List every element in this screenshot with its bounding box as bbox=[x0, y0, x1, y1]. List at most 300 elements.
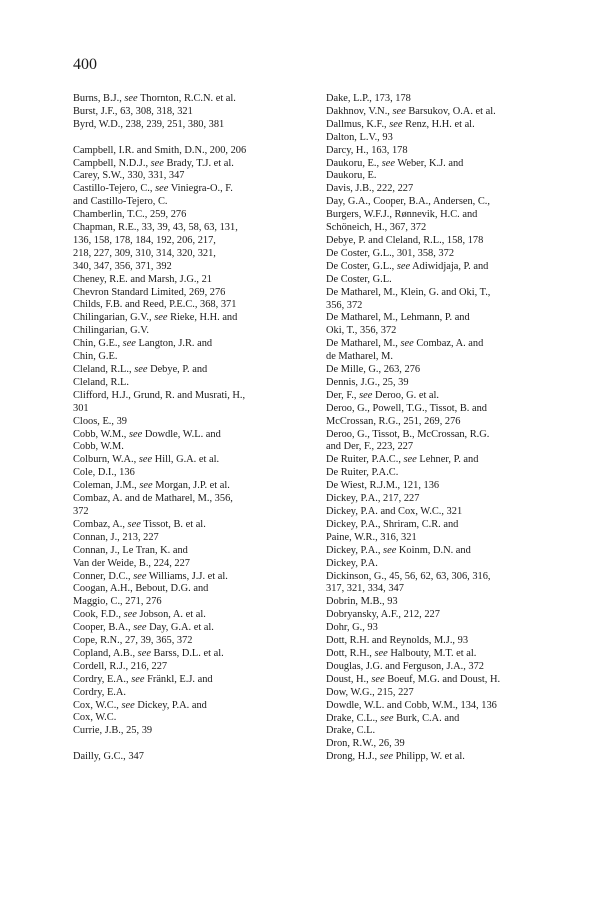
index-entry bbox=[326, 196, 576, 235]
index-entry-line bbox=[73, 557, 323, 571]
index-entry-line bbox=[326, 686, 576, 700]
entry-text: Philipp, W. et al. bbox=[392, 751, 465, 763]
entry-text: 218, 227, 309, 310, 314, 320, 321, bbox=[73, 247, 216, 259]
entry-text: Chamberlin, T.C., 259, 276 bbox=[73, 209, 187, 221]
entry-text: Dickey, P.A., Shriram, C.R. and bbox=[326, 518, 459, 530]
index-entry-line bbox=[326, 222, 576, 235]
index-entry-line bbox=[326, 183, 576, 196]
index-entry-line bbox=[326, 467, 576, 480]
entry-text: Koinm, D.N. and bbox=[396, 544, 471, 556]
index-entry-line bbox=[326, 673, 576, 687]
entry-text: Chilingarian, G.V., bbox=[73, 312, 155, 324]
see-reference: see bbox=[383, 544, 397, 556]
entry-text: Day, G.A., Cooper, B.A., Andersen, C., bbox=[326, 196, 490, 208]
index-entry-line bbox=[326, 647, 576, 661]
index-entry-line bbox=[73, 544, 323, 558]
entry-text: Dakhnov, V.N., bbox=[326, 105, 393, 117]
index-entry bbox=[326, 390, 576, 403]
entry-text: Dennis, J.G., 25, 39 bbox=[326, 376, 409, 388]
index-entry bbox=[73, 661, 323, 674]
entry-text: Dickinson, G., 45, 56, 62, 63, 306, 316, bbox=[326, 570, 491, 582]
entry-text: Lehner, P. and bbox=[416, 454, 479, 466]
entry-text: Connan, J., Le Tran, K. and bbox=[73, 544, 188, 556]
index-entry bbox=[326, 493, 576, 506]
index-entry-line bbox=[73, 609, 323, 622]
index-entry-line bbox=[326, 105, 576, 119]
index-entry bbox=[73, 312, 323, 338]
index-entry-line bbox=[326, 247, 576, 261]
entry-text: Drong, H.J., bbox=[326, 751, 380, 763]
entry-text: Burns, B.J., bbox=[73, 93, 125, 104]
index-entry bbox=[326, 661, 576, 674]
entry-text: De Ruiter, P.A.C. bbox=[326, 467, 399, 479]
index-entry-line bbox=[73, 183, 323, 196]
index-entry-line bbox=[73, 389, 323, 403]
entry-text: Combaz, A. and bbox=[413, 338, 484, 350]
index-entry bbox=[73, 674, 323, 700]
index-entry-line bbox=[326, 738, 576, 751]
index-entry-line bbox=[326, 518, 576, 532]
index-entry-line bbox=[326, 544, 576, 558]
entry-text: De Matharel, M., bbox=[326, 338, 401, 350]
entry-text: Cordry, E.A. bbox=[73, 686, 127, 698]
index-entry-line bbox=[326, 389, 576, 403]
index-entry bbox=[326, 454, 576, 480]
index-entry bbox=[73, 583, 323, 609]
index-entry bbox=[326, 622, 576, 635]
index-entry bbox=[73, 274, 323, 287]
entry-text: Halbouty, M.T. et al. bbox=[387, 647, 477, 659]
entry-text: Langton, J.R. and bbox=[135, 338, 213, 350]
index-entry bbox=[73, 338, 323, 364]
index-entry bbox=[326, 687, 576, 700]
index-entry-line bbox=[73, 273, 323, 287]
index-entry bbox=[326, 312, 576, 338]
index-entry-line bbox=[73, 376, 323, 390]
entry-text: Combaz, A. and de Matharel, M., 356, bbox=[73, 493, 233, 505]
index-entry bbox=[326, 145, 576, 158]
index-entry bbox=[326, 519, 576, 545]
entry-text: Daukoru, E. bbox=[326, 170, 377, 182]
see-reference: see bbox=[129, 428, 143, 440]
index-entry-line bbox=[326, 273, 576, 287]
entry-text: De Coster, G.L., 301, 358, 372 bbox=[326, 247, 455, 259]
index-entry-line bbox=[326, 609, 576, 622]
see-reference: see bbox=[124, 93, 138, 104]
index-entry-line bbox=[326, 157, 576, 171]
index-entry-line bbox=[73, 351, 323, 364]
entry-text: Dobrin, M.B., 93 bbox=[326, 596, 398, 608]
entry-text: Burst, J.F., 63, 308, 318, 321 bbox=[73, 105, 193, 117]
entry-text: Daukoru, E., bbox=[326, 157, 382, 169]
index-entry bbox=[326, 700, 576, 713]
see-reference: see bbox=[127, 518, 141, 530]
entry-text: Cloos, E., 39 bbox=[73, 415, 127, 427]
entry-text: 136, 158, 178, 184, 192, 206, 217, bbox=[73, 234, 216, 246]
entry-text: Copland, A.B., bbox=[73, 647, 138, 659]
index-entry-line bbox=[326, 209, 576, 222]
index-entry bbox=[73, 416, 323, 429]
index-entry-line bbox=[326, 712, 576, 726]
entry-text: 372 bbox=[73, 505, 89, 517]
see-reference: see bbox=[154, 312, 168, 324]
index-entry-line bbox=[73, 364, 323, 377]
index-entry bbox=[73, 93, 323, 106]
index-entry-line bbox=[326, 118, 576, 132]
index-entry-line bbox=[73, 428, 323, 442]
index-entry-line bbox=[326, 660, 576, 674]
entry-text: Dron, R.W., 26, 39 bbox=[326, 738, 405, 750]
entry-text: Cobb, W.M. bbox=[73, 441, 124, 453]
entry-text: McCrossan, R.G., 251, 269, 276 bbox=[326, 415, 461, 427]
index-entry bbox=[326, 93, 576, 106]
entry-text: Renz, H.H. et al. bbox=[402, 118, 475, 130]
entry-text: Viniegra-O., F. bbox=[168, 183, 233, 195]
entry-text: Cordry, E.A., bbox=[73, 673, 132, 685]
index-entry-line bbox=[73, 338, 323, 351]
index-entry-line bbox=[73, 647, 323, 661]
index-entry-line bbox=[73, 660, 323, 674]
entry-text: Chevron Standard Limited, 269, 276 bbox=[73, 286, 226, 298]
index-entry bbox=[326, 506, 576, 519]
index-entry-line bbox=[73, 299, 323, 312]
index-entry-line bbox=[326, 376, 576, 390]
index-entry bbox=[326, 364, 576, 377]
index-entry-line bbox=[73, 480, 323, 493]
entry-text: Dickey, P.A. and bbox=[134, 699, 207, 711]
index-entry-line bbox=[326, 480, 576, 493]
index-entry bbox=[326, 571, 576, 597]
see-reference: see bbox=[133, 570, 147, 582]
index-entry bbox=[73, 145, 323, 158]
entry-text: Burgers, W.F.J., Rønnevik, H.C. and bbox=[326, 209, 478, 221]
entry-text: Cooper, B.A., bbox=[73, 622, 134, 634]
index-entry bbox=[326, 738, 576, 751]
entry-text: 356, 372 bbox=[326, 299, 363, 311]
entry-text: 317, 321, 334, 347 bbox=[326, 583, 404, 595]
entry-text: de Matharel, M. bbox=[326, 351, 393, 363]
entry-text: Dott, R.H. and Reynolds, M.J., 93 bbox=[326, 635, 469, 647]
entry-text: and Castillo-Tejero, C. bbox=[73, 196, 168, 208]
index-entry-line bbox=[73, 751, 323, 764]
index-entry bbox=[326, 635, 576, 648]
index-entry-line bbox=[73, 505, 323, 519]
index-entry-line bbox=[73, 222, 323, 235]
index-entry bbox=[326, 132, 576, 145]
see-reference: see bbox=[123, 609, 137, 621]
entry-text: Debye, P. and bbox=[147, 364, 208, 376]
entry-text: Rieke, H.H. and bbox=[167, 312, 238, 324]
index-entry bbox=[73, 183, 323, 209]
index-entry-line bbox=[73, 635, 323, 648]
index-entry-line bbox=[73, 699, 323, 713]
entry-text: Cleland, R.L. bbox=[73, 376, 129, 388]
entry-text: Doust, H., bbox=[326, 673, 372, 685]
index-entry bbox=[73, 648, 323, 661]
index-entry-line bbox=[326, 596, 576, 609]
index-entry bbox=[326, 183, 576, 196]
index-entry-line bbox=[73, 93, 323, 106]
entry-text: Day, G.A. et al. bbox=[146, 622, 214, 634]
see-reference: see bbox=[379, 751, 393, 763]
index-entry-line bbox=[326, 260, 576, 274]
see-reference: see bbox=[374, 647, 388, 659]
entry-text: Dobryansky, A.F., 212, 227 bbox=[326, 609, 440, 621]
entry-text: Adiwidjaja, P. and bbox=[410, 260, 489, 272]
index-entry bbox=[73, 299, 323, 312]
index-entry-line bbox=[73, 583, 323, 596]
see-reference: see bbox=[121, 699, 135, 711]
index-entry-line bbox=[326, 622, 576, 635]
index-entry bbox=[326, 609, 576, 622]
entry-text: Douglas, J.G. and Ferguson, J.A., 372 bbox=[326, 660, 484, 672]
index-entry-line bbox=[326, 557, 576, 571]
index-entry-line bbox=[326, 351, 576, 364]
entry-text: Dohr, G., 93 bbox=[326, 622, 378, 634]
entry-text: Davis, J.B., 222, 227 bbox=[326, 183, 414, 195]
entry-text: Oki, T., 356, 372 bbox=[326, 325, 397, 337]
index-entry-line bbox=[326, 364, 576, 377]
entry-text: Weber, K.J. and bbox=[394, 157, 464, 169]
index-entry bbox=[73, 287, 323, 300]
entry-text: Brady, T.J. et al. bbox=[163, 157, 234, 169]
index-entry bbox=[326, 674, 576, 687]
entry-text: Dailly, G.C., 347 bbox=[73, 751, 144, 763]
index-entry bbox=[73, 609, 323, 622]
see-reference: see bbox=[392, 105, 406, 117]
index-entry bbox=[73, 390, 323, 416]
entry-text: Dott, R.H., bbox=[326, 647, 375, 659]
entry-text: Barsukov, O.A. et al. bbox=[405, 105, 496, 117]
entry-text: Campbell, I.R. and Smith, D.N., 200, 206 bbox=[73, 144, 247, 156]
entry-text: Cordell, R.J., 216, 227 bbox=[73, 660, 168, 672]
entry-text: Cobb, W.M., bbox=[73, 428, 130, 440]
index-entry bbox=[73, 571, 323, 584]
index-entry-line bbox=[326, 312, 576, 325]
index-entry bbox=[73, 622, 323, 635]
entry-text: Drake, C.L., bbox=[326, 712, 381, 724]
entry-text: Coogan, A.H., Bebout, D.G. and bbox=[73, 583, 209, 595]
index-entry bbox=[73, 158, 323, 171]
index-entry-line bbox=[326, 325, 576, 338]
entry-text: Deroo, G. et al. bbox=[372, 389, 440, 401]
see-reference: see bbox=[400, 338, 414, 350]
see-reference: see bbox=[133, 622, 147, 634]
entry-text: Coleman, J.M., bbox=[73, 480, 140, 492]
index-entry-line bbox=[73, 402, 323, 416]
entry-text: Van der Weide, B., 224, 227 bbox=[73, 557, 190, 569]
entry-text: Cheney, R.E. and Marsh, J.G., 21 bbox=[73, 273, 213, 285]
entry-text: 340, 347, 356, 371, 392 bbox=[73, 260, 172, 272]
entry-text: Dowdle, W.L. and bbox=[142, 428, 221, 440]
index-entry bbox=[73, 454, 323, 467]
index-entry-line bbox=[326, 506, 576, 519]
index-entry-line bbox=[73, 234, 323, 248]
entry-text: Jobson, A. et al. bbox=[136, 609, 206, 621]
index-entry-line bbox=[326, 699, 576, 713]
index-entry-line bbox=[326, 131, 576, 145]
index-entry bbox=[326, 403, 576, 429]
index-entry-line bbox=[73, 209, 323, 222]
entry-text: Byrd, W.D., 238, 239, 251, 380, 381 bbox=[73, 118, 225, 130]
index-entry bbox=[326, 261, 576, 287]
entry-text: Dowdle, W.L. and Cobb, W.M., 134, 136 bbox=[326, 699, 497, 711]
index-entry-line bbox=[326, 454, 576, 467]
entry-text: Williams, J.J. et al. bbox=[146, 570, 228, 582]
entry-text: Dickey, P.A., bbox=[326, 544, 384, 556]
entry-text: Currie, J.B., 25, 39 bbox=[73, 725, 153, 737]
see-reference: see bbox=[139, 480, 153, 492]
index-entry bbox=[326, 338, 576, 364]
entry-text: De Coster, G.L. bbox=[326, 273, 392, 285]
index-entry bbox=[326, 596, 576, 609]
entry-text: Cox, W.C. bbox=[73, 712, 117, 724]
index-entry bbox=[326, 751, 576, 764]
see-reference: see bbox=[134, 364, 148, 376]
index-entry-line bbox=[73, 260, 323, 274]
entry-text: Barss, D.L. et al. bbox=[150, 647, 224, 659]
see-reference: see bbox=[131, 673, 145, 685]
index-entry-line bbox=[73, 518, 323, 532]
index-entry-line bbox=[326, 570, 576, 584]
index-entry-line bbox=[73, 622, 323, 635]
entry-text: Cole, D.I., 136 bbox=[73, 467, 135, 479]
entry-text: Dake, L.P., 173, 178 bbox=[326, 93, 411, 104]
entry-text: Maggio, C., 271, 276 bbox=[73, 596, 162, 608]
see-reference: see bbox=[389, 118, 403, 130]
entry-text: Darcy, H., 163, 178 bbox=[326, 144, 408, 156]
index-entry-line bbox=[73, 596, 323, 609]
index-entry bbox=[326, 648, 576, 661]
index-entry bbox=[73, 429, 323, 455]
entry-text: Thornton, R.C.N. et al. bbox=[137, 93, 236, 104]
index-entry-line bbox=[73, 531, 323, 545]
entry-text: Deroo, G., Tissot, B., McCrossan, R.G. bbox=[326, 428, 490, 440]
entry-text: Der, F., bbox=[326, 389, 360, 401]
index-entry-line bbox=[73, 712, 323, 725]
see-reference: see bbox=[371, 673, 385, 685]
index-entry-line bbox=[73, 415, 323, 429]
entry-text: Boeuf, M.G. and Doust, H. bbox=[384, 673, 501, 685]
see-reference: see bbox=[380, 712, 394, 724]
entry-text: De Wiest, R.J.M., 121, 136 bbox=[326, 480, 440, 492]
index-entry bbox=[73, 751, 323, 764]
index-entry-line bbox=[326, 286, 576, 300]
index-entry bbox=[73, 209, 323, 222]
entry-text: Dickey, P.A. and Cox, W.C., 321 bbox=[326, 506, 463, 517]
index-entry-line bbox=[326, 751, 576, 764]
entry-text: Dow, W.G., 215, 227 bbox=[326, 686, 414, 698]
see-reference: see bbox=[359, 389, 373, 401]
index-entry bbox=[73, 119, 323, 132]
see-reference: see bbox=[138, 454, 153, 466]
index-entry bbox=[73, 170, 323, 183]
index-entry-line bbox=[73, 144, 323, 158]
index-entry-line bbox=[73, 105, 323, 119]
see-reference: see bbox=[122, 338, 136, 350]
index-entry-line bbox=[326, 234, 576, 248]
entry-text: Campbell, N.D.J., bbox=[73, 157, 151, 169]
index-entry bbox=[73, 545, 323, 571]
entry-text: De Ruiter, P.A.C., bbox=[326, 454, 404, 466]
entry-text: Carey, S.W., 330, 331, 347 bbox=[73, 170, 185, 182]
index-entry bbox=[73, 467, 323, 480]
see-reference: see bbox=[137, 647, 151, 659]
index-entry-line bbox=[326, 196, 576, 209]
entry-text: Fränkl, E.J. and bbox=[144, 673, 213, 685]
entry-text: Paine, W.R., 316, 321 bbox=[326, 531, 417, 543]
index-entry bbox=[326, 429, 576, 455]
index-entry bbox=[326, 545, 576, 571]
entry-text: Hill, G.A. et al. bbox=[152, 454, 220, 466]
page-number: 400 bbox=[73, 56, 97, 73]
index-entry-line bbox=[73, 686, 323, 700]
entry-text: Dickey, P.A., 217, 227 bbox=[326, 493, 420, 505]
index-entry-line bbox=[73, 441, 323, 454]
index-entry bbox=[73, 532, 323, 545]
entry-text: Childs, F.B. and Reed, P.E.C., 368, 371 bbox=[73, 299, 237, 311]
index-entry-line bbox=[73, 325, 323, 338]
index-entry-line bbox=[326, 583, 576, 596]
entry-text: Dallmus, K.F., bbox=[326, 118, 390, 130]
index-entry-line bbox=[73, 312, 323, 325]
entry-text: Chilingarian, G.V. bbox=[73, 325, 150, 337]
entry-text: Schöneich, H., 367, 372 bbox=[326, 222, 427, 234]
see-reference: see bbox=[150, 157, 164, 169]
index-entry-line bbox=[326, 93, 576, 106]
entry-text: Colburn, W.A., bbox=[73, 454, 139, 466]
index-entry-line bbox=[73, 170, 323, 183]
entry-text: Castillo-Tejero, C., bbox=[73, 183, 156, 195]
see-reference: see bbox=[403, 454, 417, 466]
index-entry bbox=[73, 635, 323, 648]
index-entry bbox=[326, 480, 576, 493]
entry-text: Chapman, R.E., 33, 39, 43, 58, 63, 131, bbox=[73, 222, 238, 234]
entry-text: Morgan, J.P. et al. bbox=[152, 480, 230, 492]
entry-text: De Matharel, M., Lehmann, P. and bbox=[326, 312, 470, 324]
entry-text: De Matharel, M., Klein, G. and Oki, T., bbox=[326, 286, 491, 298]
index-entry bbox=[326, 377, 576, 390]
index-entry-line bbox=[326, 428, 576, 442]
index-entry-line bbox=[326, 531, 576, 545]
entry-text: Cope, R.N., 27, 39, 365, 372 bbox=[73, 635, 193, 647]
entry-text: Drake, C.L. bbox=[326, 725, 376, 737]
entry-text: Chin, G.E. bbox=[73, 351, 118, 363]
index-entry-line bbox=[73, 467, 323, 480]
index-entry-line bbox=[73, 157, 323, 171]
see-reference: see bbox=[155, 183, 169, 195]
index-entry-line bbox=[73, 454, 323, 467]
index-entry bbox=[73, 725, 323, 738]
entry-text: Cook, F.D., bbox=[73, 609, 124, 621]
entry-text: Burk, C.A. and bbox=[393, 712, 460, 724]
index-entry-line bbox=[326, 299, 576, 313]
index-entry-line bbox=[73, 570, 323, 584]
index-entry bbox=[326, 158, 576, 184]
index-column-right bbox=[326, 93, 576, 764]
index-column-left bbox=[73, 93, 323, 764]
entry-text: Clifford, H.J., Grund, R. and Musrati, H., bbox=[73, 389, 246, 401]
index-entry-line bbox=[326, 144, 576, 158]
index-entry-line bbox=[73, 725, 323, 738]
index-entry bbox=[326, 287, 576, 313]
index-entry bbox=[326, 713, 576, 739]
see-reference: see bbox=[396, 260, 411, 272]
index-entry bbox=[326, 235, 576, 248]
index-entry bbox=[326, 106, 576, 119]
entry-text: Cox, W.C., bbox=[73, 699, 122, 711]
index-entry-line bbox=[326, 415, 576, 429]
